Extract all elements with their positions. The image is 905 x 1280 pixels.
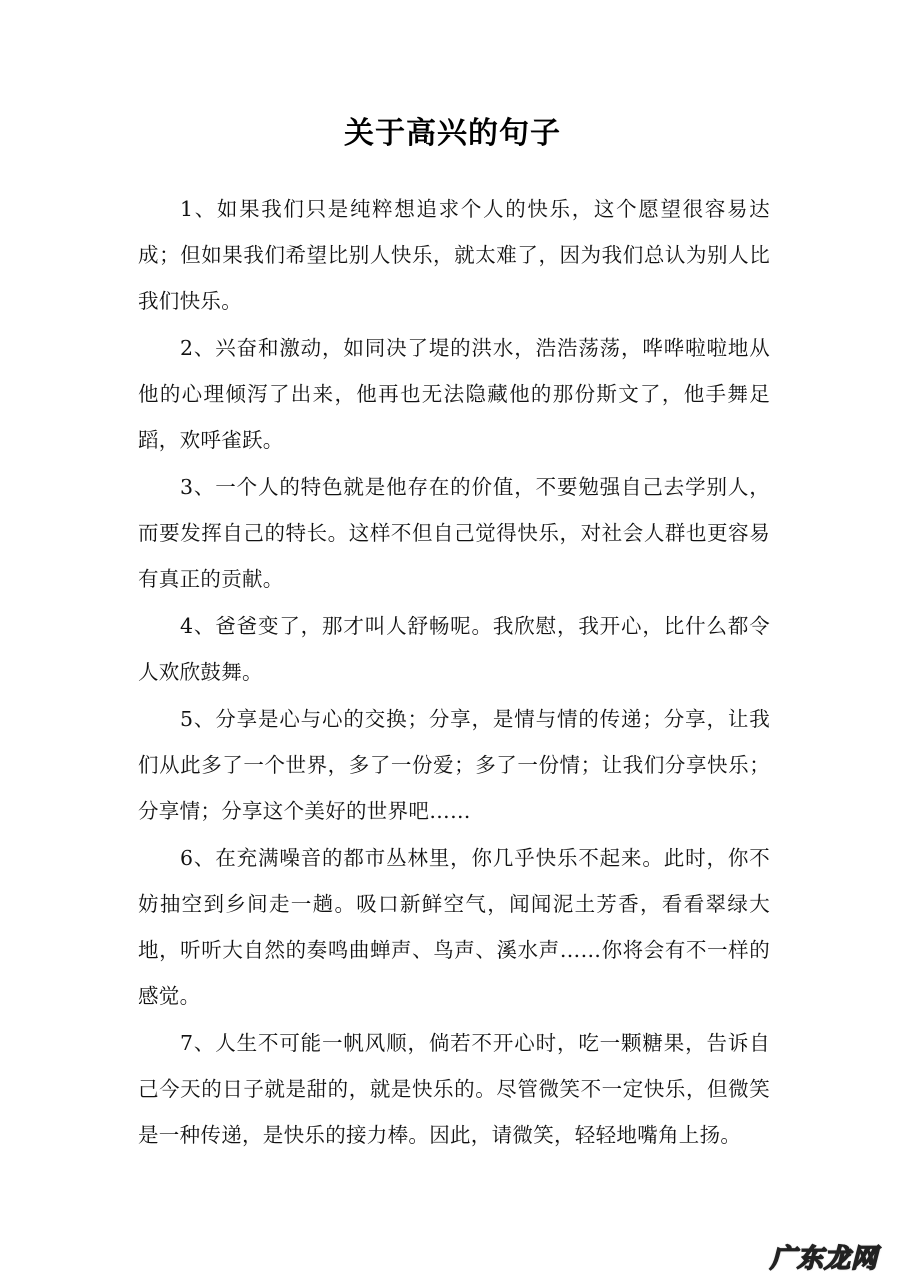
document-title: 关于高兴的句子 bbox=[344, 116, 561, 151]
paragraph-5: 5、分享是心与心的交换；分享，是情与情的传递；分享，让我们从此多了一个世界，多了一份爱；多了一份情；让我们分享快乐；分享情；分享这个美好的世界吧…… bbox=[138, 707, 770, 823]
site-watermark-logo: 广东龙网 bbox=[770, 1244, 879, 1274]
paragraph-7: 7、人生不可能一帆风顺，倘若不开心时，吃一颗糖果，告诉自己今天的日子就是甜的，就是快乐的。尽管微笑不一定快乐，但微笑是一种传递，是快乐的接力棒。因此，请微笑，轻轻地嘴角上扬。 bbox=[138, 1031, 770, 1147]
paragraph-1: 1、如果我们只是纯粹想追求个人的快乐，这个愿望很容易达成；但如果我们希望比别人快乐，就太难了，因为我们总认为别人比我们快乐。 bbox=[138, 197, 770, 313]
paragraph-3: 3、一个人的特色就是他存在的价值，不要勉强自己去学别人，而要发挥自己的特长。这样不但自己觉得快乐，对社会人群也更容易有真正的贡献。 bbox=[138, 475, 770, 591]
paragraph-6: 6、在充满噪音的都市丛林里，你几乎快乐不起来。此时，你不妨抽空到乡间走一趟。吸口新鲜空气，闻闻泥土芳香，看看翠绿大地，听听大自然的奏鸣曲蝉声、鸟声、溪水声……你将会有不一样的感觉。 bbox=[138, 846, 770, 1008]
document-body bbox=[138, 186, 770, 1159]
paragraph-4: 4、爸爸变了，那才叫人舒畅呢。我欣慰，我开心，比什么都令人欢欣鼓舞。 bbox=[138, 614, 770, 684]
paragraph-2: 2、兴奋和激动，如同决了堤的洪水，浩浩荡荡，哗哗啦啦地从他的心理倾泻了出来，他再也无法隐藏他的那份斯文了，他手舞足蹈，欢呼雀跃。 bbox=[138, 336, 770, 452]
